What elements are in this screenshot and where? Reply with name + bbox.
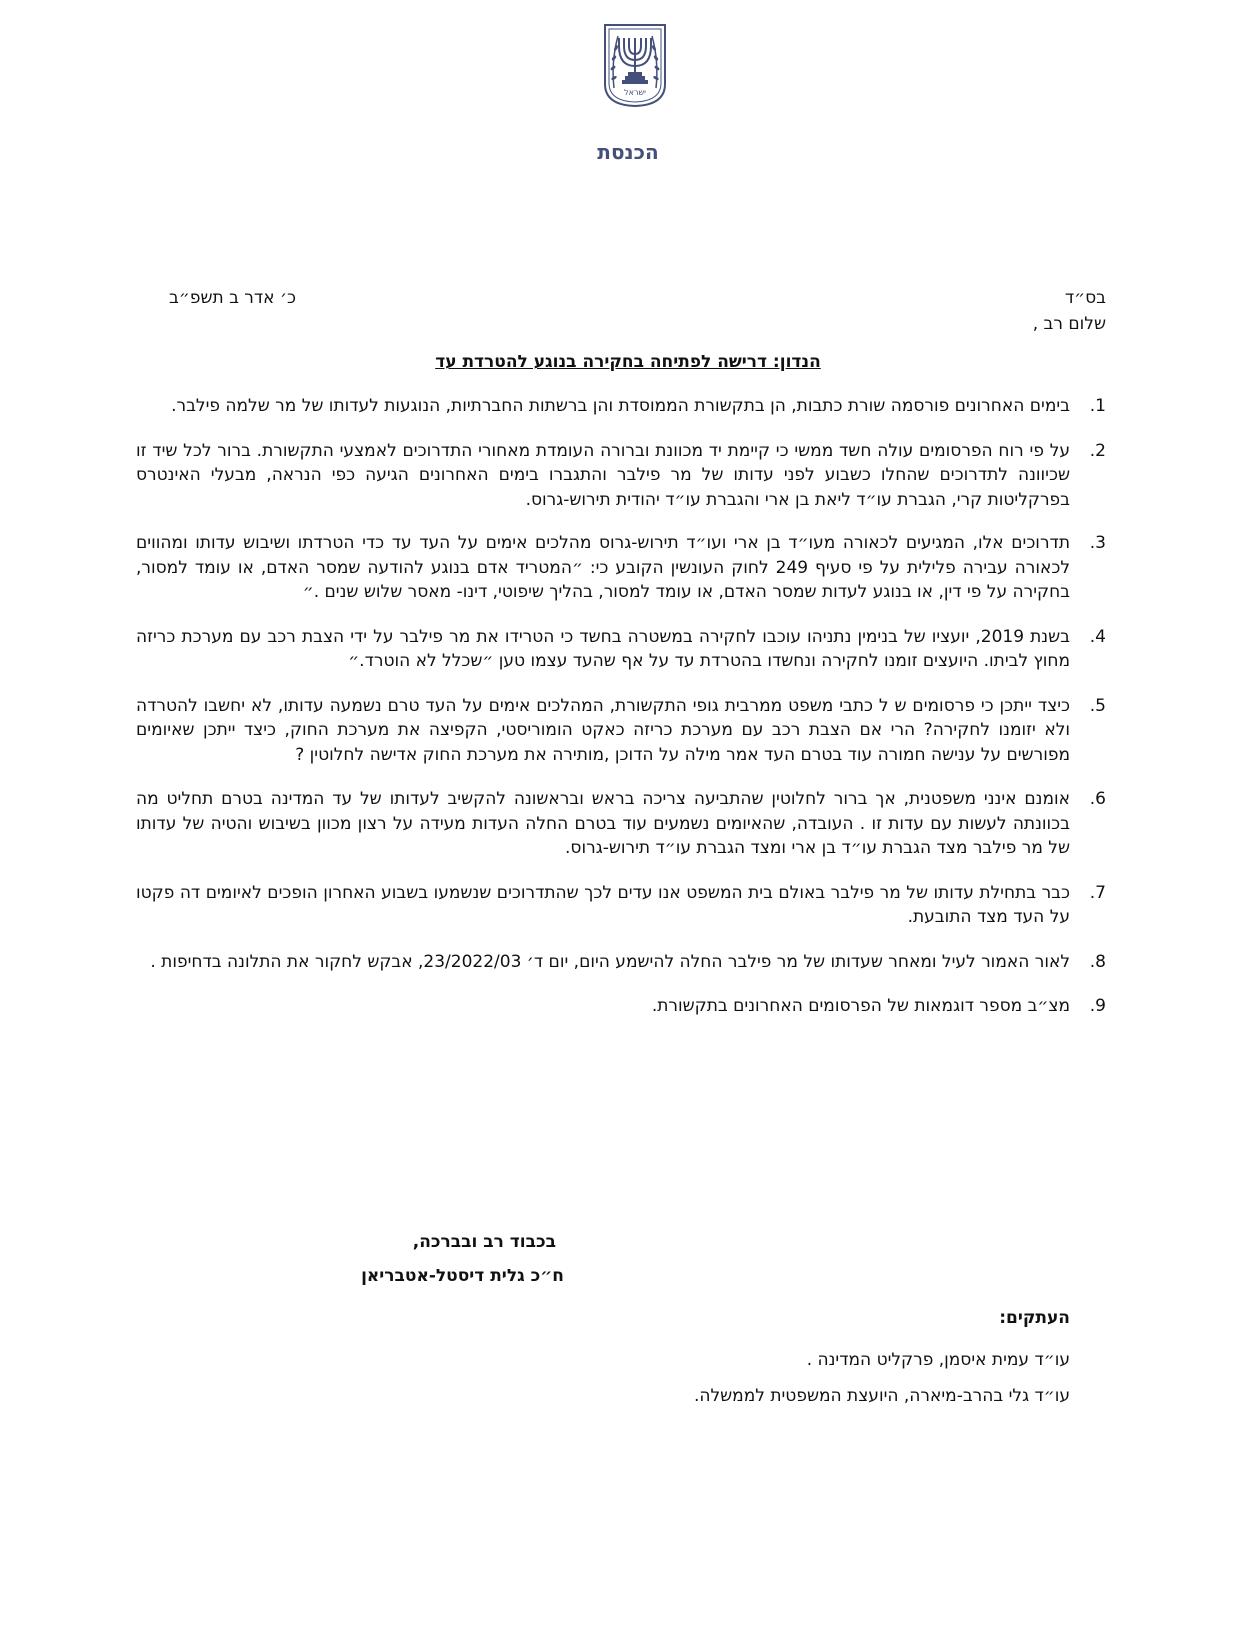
copies-title: העתקים: bbox=[999, 1308, 1070, 1328]
list-item bbox=[136, 994, 1106, 1019]
item-number: 5. bbox=[1089, 695, 1106, 716]
org-name: הכנסת bbox=[597, 140, 659, 164]
item-number: 8. bbox=[1089, 951, 1106, 972]
item-text: מצ״ב מספר דוגמאות של הפרסומים האחרונים בתקשורת. bbox=[651, 996, 1070, 1016]
list-item bbox=[136, 694, 1106, 768]
list-item bbox=[136, 531, 1106, 605]
item-text: כבר בתחילת עדותו של מר פילבר באולם בית המשפט אנו עדים לכך שהתדרוכים שנשמעו בשבוע האחרון הופכים לאיומים דה פקטו על העד מצד התובעת. bbox=[136, 882, 1070, 927]
item-text: בימים האחרונים פורסמה שורת כתבות, הן בתקשורת הממוסדת והן ברשתות החברתיות, הנוגעות לעדותו של מר שלמה פילבר. bbox=[171, 396, 1070, 416]
item-number: 4. bbox=[1089, 626, 1106, 647]
item-number: 1. bbox=[1089, 396, 1106, 416]
signer-name: ח״כ גלית דיסטל-אטבריאן bbox=[361, 1266, 564, 1286]
item-text: על פי רוח הפרסומים עולה חשד ממשי כי קיימת יד מכוונת וברורה העומדת מאחורי התדרוכים לאמצעי התקשורת. ברור לכל שיד זו שכיוונה לתדרוכים שהחלו כשבוע לפני עדותו של מר פילבר והתגברו בימים האחרונים הגיעה כפי הנראה, מבעלי האינטרס בפרקליטות קרי, הגברת עו״ד ליאת בן ארי והגברת עו״ד יהודית תירוש-גרוס. bbox=[136, 440, 1070, 510]
list-item bbox=[136, 625, 1106, 674]
list-item bbox=[136, 950, 1106, 975]
list-item bbox=[136, 787, 1106, 861]
item-text: תדרוכים אלו, המגיעים לכאורה מעו״ד בן ארי ועו״ד תירוש-גרוס מהלכים אימים על העד עד כדי הטרדתו ושיבוש עדותו ומהווים לכאורה עבירה פלילית על פי סעיף 249 לחוק העונשין הקובע כי: ״המטריד אדם בנוגע להודעה שמסר האדם, או עומד למסור, בחקירה על פי דין, או בנוגע לעדות שמסר האדם, או עומד למסור, בהליך שיפוטי, דינו- מאסר שלוש שנים .״ bbox=[136, 533, 1070, 602]
item-text: בשנת 2019, יועציו של בנימין נתניהו עוכבו לחקירה במשטרה בחשד כי הטרידו את מר פילבר על ידי הצבת רכב עם מערכת כריזה מחוץ לביתו. היועצים זומנו לחקירה ונחשדו בהטרדת עד על אף שהעד עצמו טען ״שכלל לא הוטרד.״ bbox=[136, 626, 1070, 671]
item-number: 3. bbox=[1089, 533, 1106, 553]
letter-date: כ׳ אדר ב תשפ״ב bbox=[169, 288, 296, 308]
copy-recipient: עו״ד גלי בהרב-מיארה, היועצת המשפטית לממשלה. bbox=[693, 1386, 1070, 1406]
svg-text:ישראל: ישראל bbox=[624, 88, 646, 97]
subject-line: הנדון: דרישה לפתיחה בחקירה בנוגע להטרדת עד bbox=[435, 352, 821, 372]
letter-items bbox=[136, 394, 1106, 1019]
item-text: אומנם אינני משפטנית, אך ברור לחלוטין שהתביעה צריכה בראש ובראשונה להקשיב לעדותו של עד המדינה בטרם תחליט מה בכוונתה לעשות עם עדות זו . העובדה, שהאיומים נשמעים עוד בטרם החלה העדות מעידה על רצון מכוון בשיבוש והטיה של עדותו של מר פילבר מצד הגברת עו״ד בן ארי ומצד הגברת עו״ד תירוש-גרוס. bbox=[136, 789, 1070, 858]
item-number: 9. bbox=[1089, 996, 1106, 1016]
item-number: 7. bbox=[1089, 882, 1106, 903]
item-text: כיצד ייתכן כי פרסומים ש ל כתבי משפט ממרבית גופי התקשורת, המהלכים אימים על העד טרם נשמעה עדותו, לא יחשבו להטרדה ולא יזומנו לחקירה? הרי אם הצבת רכב עם מערכת כריזה כאקט הומוריסטי, הקפיצה את מערכת החוק, כיצד ייתכן שאיומים מפורשים על ענישה חמורה עוד בטרם העד אמר מילה על הדוכן ,מותירה את מערכת החוק אדישה לחלוטין ? bbox=[136, 695, 1070, 765]
item-number: 6. bbox=[1089, 789, 1106, 809]
list-item bbox=[136, 439, 1106, 513]
knesset-menorah-emblem-icon bbox=[600, 22, 670, 108]
copy-recipient: עו״ד עמית איסמן, פרקליט המדינה . bbox=[806, 1350, 1070, 1370]
bsd-heading: בס״ד bbox=[1064, 288, 1106, 308]
greeting: שלום רב , bbox=[1032, 314, 1106, 334]
item-text: לאור האמור לעיל ומאחר שעדותו של מר פילבר החלה להישמע היום, יום ד׳ 23/2022/03, אבקש לחקור את התלונה בדחיפות . bbox=[150, 951, 1070, 972]
item-number: 2. bbox=[1089, 440, 1106, 461]
list-item bbox=[136, 394, 1106, 419]
copies-list bbox=[694, 1348, 1070, 1420]
list-item bbox=[136, 881, 1106, 930]
closing-line: בכבוד רב ובברכה, bbox=[412, 1232, 556, 1252]
